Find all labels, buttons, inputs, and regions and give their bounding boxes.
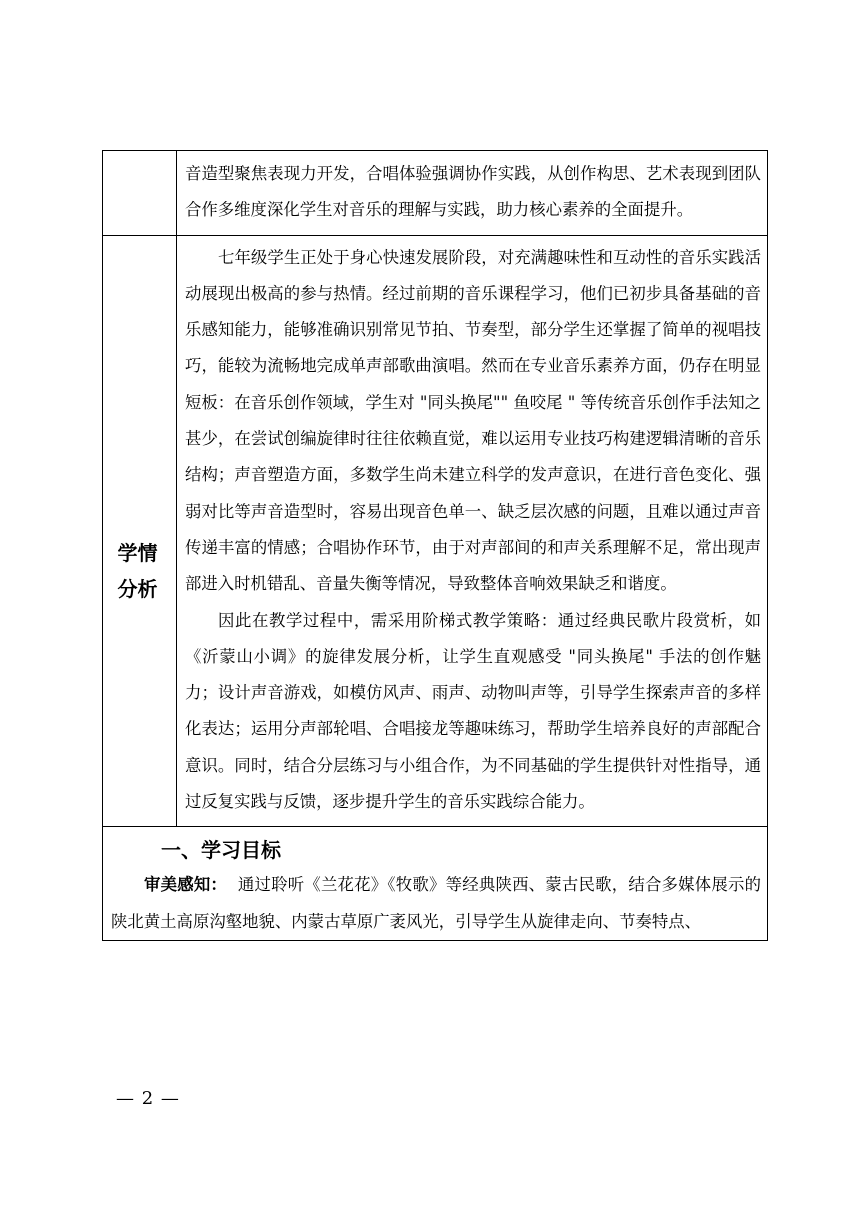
section-heading: 一、学习目标 — [161, 838, 281, 863]
objective-text: 通过聆听《兰花花》《牧歌》等经典陕西、蒙古民歌，结合多媒体展示的陕北黄土高原沟壑地貌、内蒙古草原广袤风光，引导学生从旋律走向、节奏特点、 — [111, 875, 761, 931]
objective-subheading: 审美感知： — [144, 875, 228, 895]
student-analysis-content-cell — [177, 235, 768, 827]
student-analysis-label-cell — [103, 235, 177, 827]
table-row-learning-objectives — [103, 827, 768, 941]
content-table — [102, 150, 768, 941]
analysis-paragraph-1: 七年级学生正处于身心快速发展阶段，对充满趣味性和互动性的音乐实践活动展现出极高的参与热情。经过前期的音乐课程学习，他们已初步具备基础的音乐感知能力，能够准确识别常见节拍、节奏型，部分学生还掌握了简单的视唱技巧，能较为流畅地完成单声部歌曲演唱。然而在专业音乐素养方面，仍存在明显短板：在音乐创作领域，学生对 "同头换尾"" 鱼咬尾 " 等传统音乐创作手法知之甚少，在尝试创编旋律时往往依赖直觉，难以运用专业技巧构建逻辑清晰的音乐结构；声音塑造方面，多数学生尚未建立科学的发声意识，在进行音色变化、强弱对比等声音造型时，容易出现音色单一、缺乏层次感的问题，且难以通过声音传递丰富的情感；合唱协作环节，由于对声部间的和声关系理解不足，常出现声部进入时机错乱、音量失衡等情况，导致整体音响效果缺乏和谐度。 — [185, 247, 761, 594]
table-row-student-analysis — [103, 235, 768, 827]
student-analysis-label: 学情分析 — [117, 540, 158, 601]
empty-label-cell — [103, 151, 177, 236]
continuation-cell — [177, 151, 768, 236]
table-row-continuation — [103, 151, 768, 236]
analysis-paragraph-2: 因此在教学过程中，需采用阶梯式教学策略：通过经典民歌片段赏析，如《沂蒙山小调》的旋律发展分析，让学生直观感受 "同头换尾" 手法的创作魅力；设计声音游戏，如模仿风声、雨声、动物叫声等，引导学生探索声音的多样化表达；运用分声部轮唱、合唱接龙等趣味练习，帮助学生培养良好的声部配合意识。同时，结合分层练习与小组合作，为不同基础的学生提供针对性指导，通过反复实践与反馈，逐步提升学生的音乐实践综合能力。 — [185, 610, 761, 812]
page-number: — 2 — — [116, 1088, 180, 1109]
objective-paragraph — [111, 867, 761, 940]
continuation-paragraph: 音造型聚焦表现力开发，合唱体验强调协作实践，从创作构思、艺术表现到团队合作多维度深化学生对音乐的理解与实践，助力核心素养的全面提升。 — [185, 164, 761, 220]
learning-objectives-cell — [103, 827, 768, 941]
